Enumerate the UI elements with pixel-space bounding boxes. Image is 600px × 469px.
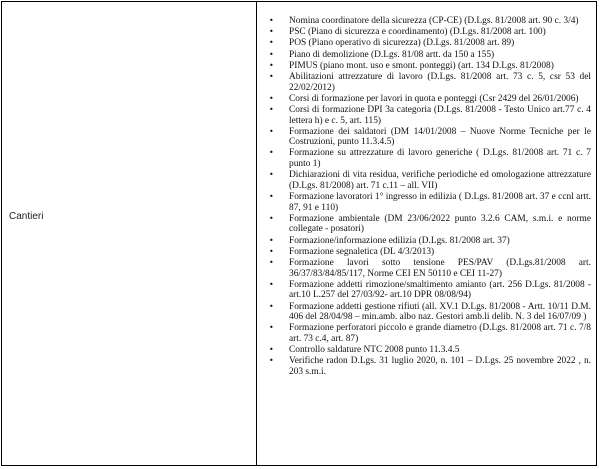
- bullet-icon: •: [269, 192, 274, 202]
- list-item-text: Formazione lavoratori 1° ingresso in edilizia ( D.Lgs. 81/2008 art. 37 e ccnl artt. 87, 91 e 110): [289, 192, 591, 213]
- list-item: [269, 236, 591, 247]
- list-item: [269, 192, 591, 213]
- list-item: [269, 247, 591, 258]
- list-item: [269, 258, 591, 279]
- list-item-text: Formazione ambientale (DM 23/06/2022 punto 3.2.6 CAM, s.m.i. e norme collegate - posatori): [289, 213, 591, 235]
- list-item: [269, 323, 591, 344]
- bullet-icon: •: [269, 71, 274, 81]
- list-item-text: Piano di demolizione (D.Lgs. 81/08 artt. da 150 a 155): [289, 49, 495, 60]
- list-item: [269, 280, 591, 301]
- list-item: [269, 61, 591, 72]
- list-item: [269, 345, 591, 356]
- bullet-icon: •: [269, 246, 274, 256]
- list-item-text: Corsi di formazione per lavori in quota e ponteggi (Csr 2429 del 26/01/2006): [289, 93, 579, 104]
- list-item-text: PSC (Piano di sicurezza e coordinamento) (D.Lgs. 81/2008 art. 100): [289, 27, 546, 38]
- list-item: [269, 72, 591, 93]
- list-item: [269, 356, 591, 377]
- list-item-text: Corsi di formazione DPI 3a categoria (D.Lgs. 81/2008 - Testo Unico art.77 c. 4 lettera h) e c. 5, art. 115): [289, 104, 591, 126]
- list-item-text: Formazione dei saldatori (DM 14/01/2008 – Nuove Norme Tecniche per le Costruzioni, punto 11.3.4.5): [289, 126, 591, 148]
- bullet-icon: •: [269, 60, 274, 70]
- list-item: [269, 214, 591, 235]
- bullet-icon: •: [269, 49, 274, 59]
- list-item-text: Formazione segnaletica (DL 4/3/2013): [289, 246, 435, 257]
- bullet-icon: •: [269, 16, 274, 25]
- requirements-list: [269, 16, 591, 378]
- bullet-icon: •: [269, 235, 274, 245]
- bullet-icon: •: [269, 27, 274, 37]
- section-label: Cantieri: [9, 211, 44, 222]
- list-item-text: Formazione lavori sotto tensione PES/PAV (D.Lgs.81/2008 art. 36/37/83/84/85/117, Norme CEI EN 50110 e CEI 11-27): [289, 257, 591, 279]
- list-item: [269, 170, 591, 191]
- list-item: [269, 38, 591, 49]
- bullet-icon: •: [269, 126, 274, 136]
- list-item-text: Formazione su attrezzature di lavoro generiche ( D.Lgs. 81/2008 art. 71 c. 7 punto 1): [289, 148, 591, 170]
- list-item-text: PIMUS (piano mont. uso e smont. ponteggi) (art. 134 D.Lgs. 81/2008): [289, 60, 554, 71]
- list-item: [269, 27, 591, 38]
- list-item-text: POS (Piano operativo di sicurezza) (D.Lgs. 81/2008 art. 89): [289, 38, 515, 49]
- list-item-text: Nomina coordinatore della sicurezza (CP-CE) (D.Lgs. 81/2008 art. 90 c. 3/4): [289, 16, 579, 26]
- list-item-text: Formazione/informazione edilizia (D.Lgs. 81/2008 art. 37): [289, 235, 510, 246]
- bullet-icon: •: [269, 170, 274, 180]
- list-item: [269, 16, 591, 27]
- list-item-text: Formazione addetti gestione rifiuti (all. XV.1 D.Lgs. 81/2008 - Artt. 10/11 D.M. 406 del 28/04/98 – min.amb. albo naz. Gestori amb.li delib. N. 3 del 16/07/09 ): [289, 301, 591, 323]
- list-item-text: Verifiche radon D.Lgs. 31 luglio 2020, n. 101 – D.Lgs. 25 novembre 2022 , n. 203 s.m.i.: [289, 356, 591, 377]
- list-item-text: Formazione addetti rimozione/smaltimento amianto (art. 256 D.Lgs. 81/2008 - art.10 L.257 del 27/03/92- art.10 DPR 08/08/94): [289, 279, 591, 301]
- bullet-icon: •: [269, 279, 274, 289]
- bullet-icon: •: [269, 93, 274, 103]
- document-table: [1, 1, 597, 466]
- bullet-icon: •: [269, 148, 274, 158]
- list-item: [269, 148, 591, 169]
- list-item: [269, 302, 591, 323]
- bullet-icon: •: [269, 38, 274, 48]
- list-item: [269, 94, 591, 105]
- list-item-text: Abilitazioni attrezzature di lavoro (D.Lgs. 81/2008 art. 73 c. 5, csr 53 del 22/02/2012): [289, 71, 591, 93]
- bullet-icon: •: [269, 301, 274, 311]
- column-divider: [256, 2, 257, 465]
- list-item: [269, 105, 591, 126]
- bullet-icon: •: [269, 345, 274, 355]
- list-item-text: Dichiarazioni di vita residua, verifiche periodiche ed omologazione attrezzature (D.Lgs. 81/2008) art. 71 c.11 – all. VII): [289, 170, 591, 191]
- bullet-icon: •: [269, 213, 274, 223]
- bullet-icon: •: [269, 257, 274, 267]
- bullet-icon: •: [269, 323, 274, 333]
- list-item: [269, 50, 591, 61]
- bullet-icon: •: [269, 104, 274, 114]
- list-item-text: Formazione perforatori piccolo e grande diametro (D.Lgs. 81/2008 art. 71 c. 7/8 art. 73 c.4, art. 87): [289, 323, 591, 344]
- bullet-icon: •: [269, 356, 274, 366]
- list-item: [269, 127, 591, 148]
- list-item-text: Controllo saldature NTC 2008 punto 11.3.4.5: [289, 345, 460, 356]
